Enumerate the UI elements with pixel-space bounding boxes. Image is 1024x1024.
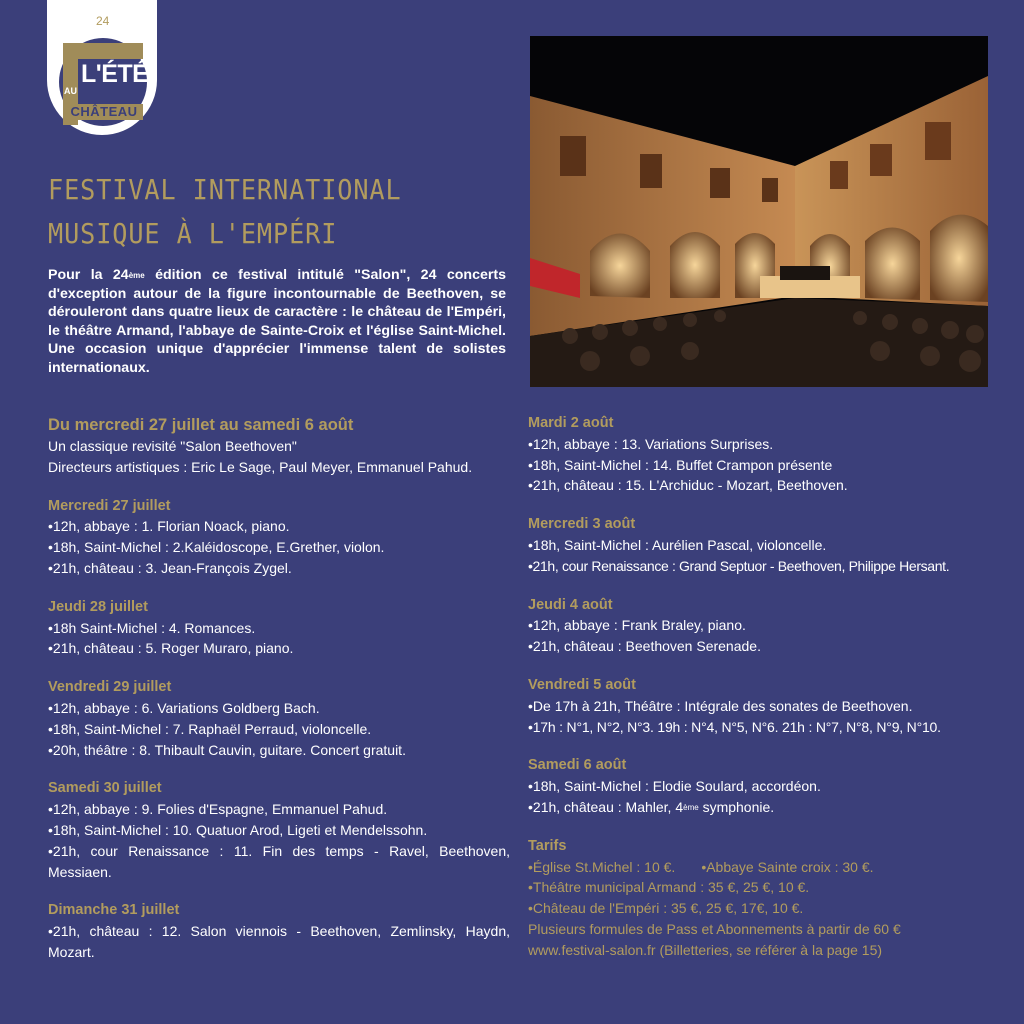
concert-item: •18h Saint-Michel : 4. Romances.	[48, 619, 256, 636]
concert-item: •12h, abbaye : 9. Folies d'Espagne, Emmanuel Pahud.	[48, 801, 388, 818]
website-link[interactable]: www.festival-salon.fr (Billetteries, se référer à la page 15)	[528, 941, 883, 958]
day-heading: Jeudi 4 août	[528, 596, 613, 613]
concert-item: •12h, abbaye : 1. Florian Noack, piano.	[48, 518, 290, 535]
section-badge	[47, 0, 157, 135]
concert-item: •21h, château : 5. Roger Muraro, piano.	[48, 640, 294, 657]
day-heading: Jeudi 28 juillet	[48, 598, 148, 615]
day-heading: Mercredi 3 août	[528, 516, 636, 533]
courtyard-illustration	[530, 36, 988, 387]
day-heading: Mercredi 27 juillet	[48, 497, 171, 514]
day-heading: Vendredi 29 juillet	[48, 679, 172, 696]
day-heading: Dimanche 31 juillet	[48, 902, 180, 919]
program-right-column	[528, 413, 998, 961]
day-heading: Samedi 30 juillet	[48, 780, 162, 797]
concert-item: •21h, château : 12. Salon viennois - Beethoven, Zemlinsky, Haydn, Mozart.	[48, 923, 510, 960]
tarif-eglise: •Église St.Michel : 10 €.	[528, 858, 676, 875]
tarif-chateau: •Château de l'Empéri : 35 €, 25 €, 17€, 10 €.	[528, 900, 804, 917]
page-title	[48, 168, 435, 256]
concert-item-text: •21h, château : Mahler, 4	[528, 798, 684, 815]
badge-ete: L'ÉTÉ	[81, 60, 149, 88]
concert-item: •21h, château : 3. Jean-François Zygel.	[48, 559, 292, 576]
concert-item: •21h, cour Renaissance : 11. Fin des temps - Ravel, Beethoven, Messiaen.	[48, 842, 510, 880]
concert-item: •18h, Saint-Michel : 14. Buffet Crampon présente	[528, 456, 833, 473]
day-heading: Mardi 2 août	[528, 415, 614, 431]
concert-item: •18h, Saint-Michel : Aurélien Pascal, violoncelle.	[528, 536, 827, 553]
badge-chateau: CHÂTEAU	[70, 104, 138, 119]
tarifs-heading: Tarifs	[528, 837, 567, 854]
ordinal-sup: ème	[683, 802, 699, 812]
badge-au: AU	[64, 86, 77, 96]
concert-item: •12h, abbaye : 6. Variations Goldberg Bach.	[48, 699, 320, 716]
tarif-theatre: •Théâtre municipal Armand : 35 €, 25 €, 10 €.	[528, 879, 810, 896]
program-left-column	[48, 414, 510, 963]
concert-item: •18h, Saint-Michel : 10. Quatuor Arod, Ligeti et Mendelssohn.	[48, 821, 428, 838]
concert-item: •12h, abbaye : 13. Variations Surprises.	[528, 435, 774, 452]
concert-item: •De 17h à 21h, Théâtre : Intégrale des sonates de Beethoven.	[528, 697, 913, 714]
concert-item: •21h, château : Beethoven Serenade.	[528, 638, 761, 655]
day-heading: Vendredi 5 août	[528, 676, 636, 693]
title-line-2: MUSIQUE À L'EMPÉRI	[48, 217, 338, 250]
concert-item: •18h, Saint-Michel : Elodie Soulard, accordéon.	[528, 778, 821, 795]
concert-item: •20h, théâtre : 8. Thibault Cauvin, guitare. Concert gratuit.	[48, 741, 406, 758]
concert-item: •21h, cour Renaissance : Grand Septuor - Beethoven, Philippe Hersant.	[528, 557, 950, 574]
concert-item-text: symphonie.	[698, 798, 775, 815]
concert-item: •12h, abbaye : Frank Braley, piano.	[528, 617, 746, 634]
concert-item: •21h, château : 15. L'Archiduc - Mozart, Beethoven.	[528, 477, 848, 494]
intro-rest: édition ce festival intitulé "Salon", 24 concerts d'exception autour de la figure incontournable de Beethoven, se dérouleront dans quatre lieux de caractère : le château de l'Empéri, le théâtre Armand, l'abbaye de Sainte-Croix et l'église Saint-Michel. Une occasion unique d'apprécier l'immense talent de solistes internationaux.	[48, 267, 506, 376]
day-heading: Samedi 6 août	[528, 757, 627, 774]
intro-paragraph	[48, 266, 506, 377]
tarif-line	[528, 857, 998, 878]
intro-start: Pour la 24	[48, 267, 129, 283]
page-number: 24	[96, 14, 110, 28]
concert-item	[528, 797, 998, 818]
courtyard-photo	[530, 36, 988, 387]
concert-item: •18h, Saint-Michel : 2.Kaléidoscope, E.Grether, violon.	[48, 539, 385, 556]
festival-dates: Du mercredi 27 juillet au samedi 6 août	[48, 416, 354, 434]
tarif-abbaye: •Abbaye Sainte croix : 30 €.	[701, 858, 874, 875]
artistic-directors: Directeurs artistiques : Eric Le Sage, Paul Meyer, Emmanuel Pahud.	[48, 458, 473, 475]
concert-item: •18h, Saint-Michel : 7. Raphaël Perraud, violoncelle.	[48, 720, 372, 737]
concert-item: •17h : N°1, N°2, N°3. 19h : N°4, N°5, N°6. 21h : N°7, N°8, N°9, N°10.	[528, 718, 941, 735]
intro-sup: ème	[128, 271, 145, 280]
festival-subtitle: Un classique revisité "Salon Beethoven"	[48, 438, 297, 454]
title-line-1: FESTIVAL INTERNATIONAL	[48, 173, 402, 206]
pass-info: Plusieurs formules de Pass et Abonnements à partir de 60 €	[528, 920, 901, 937]
